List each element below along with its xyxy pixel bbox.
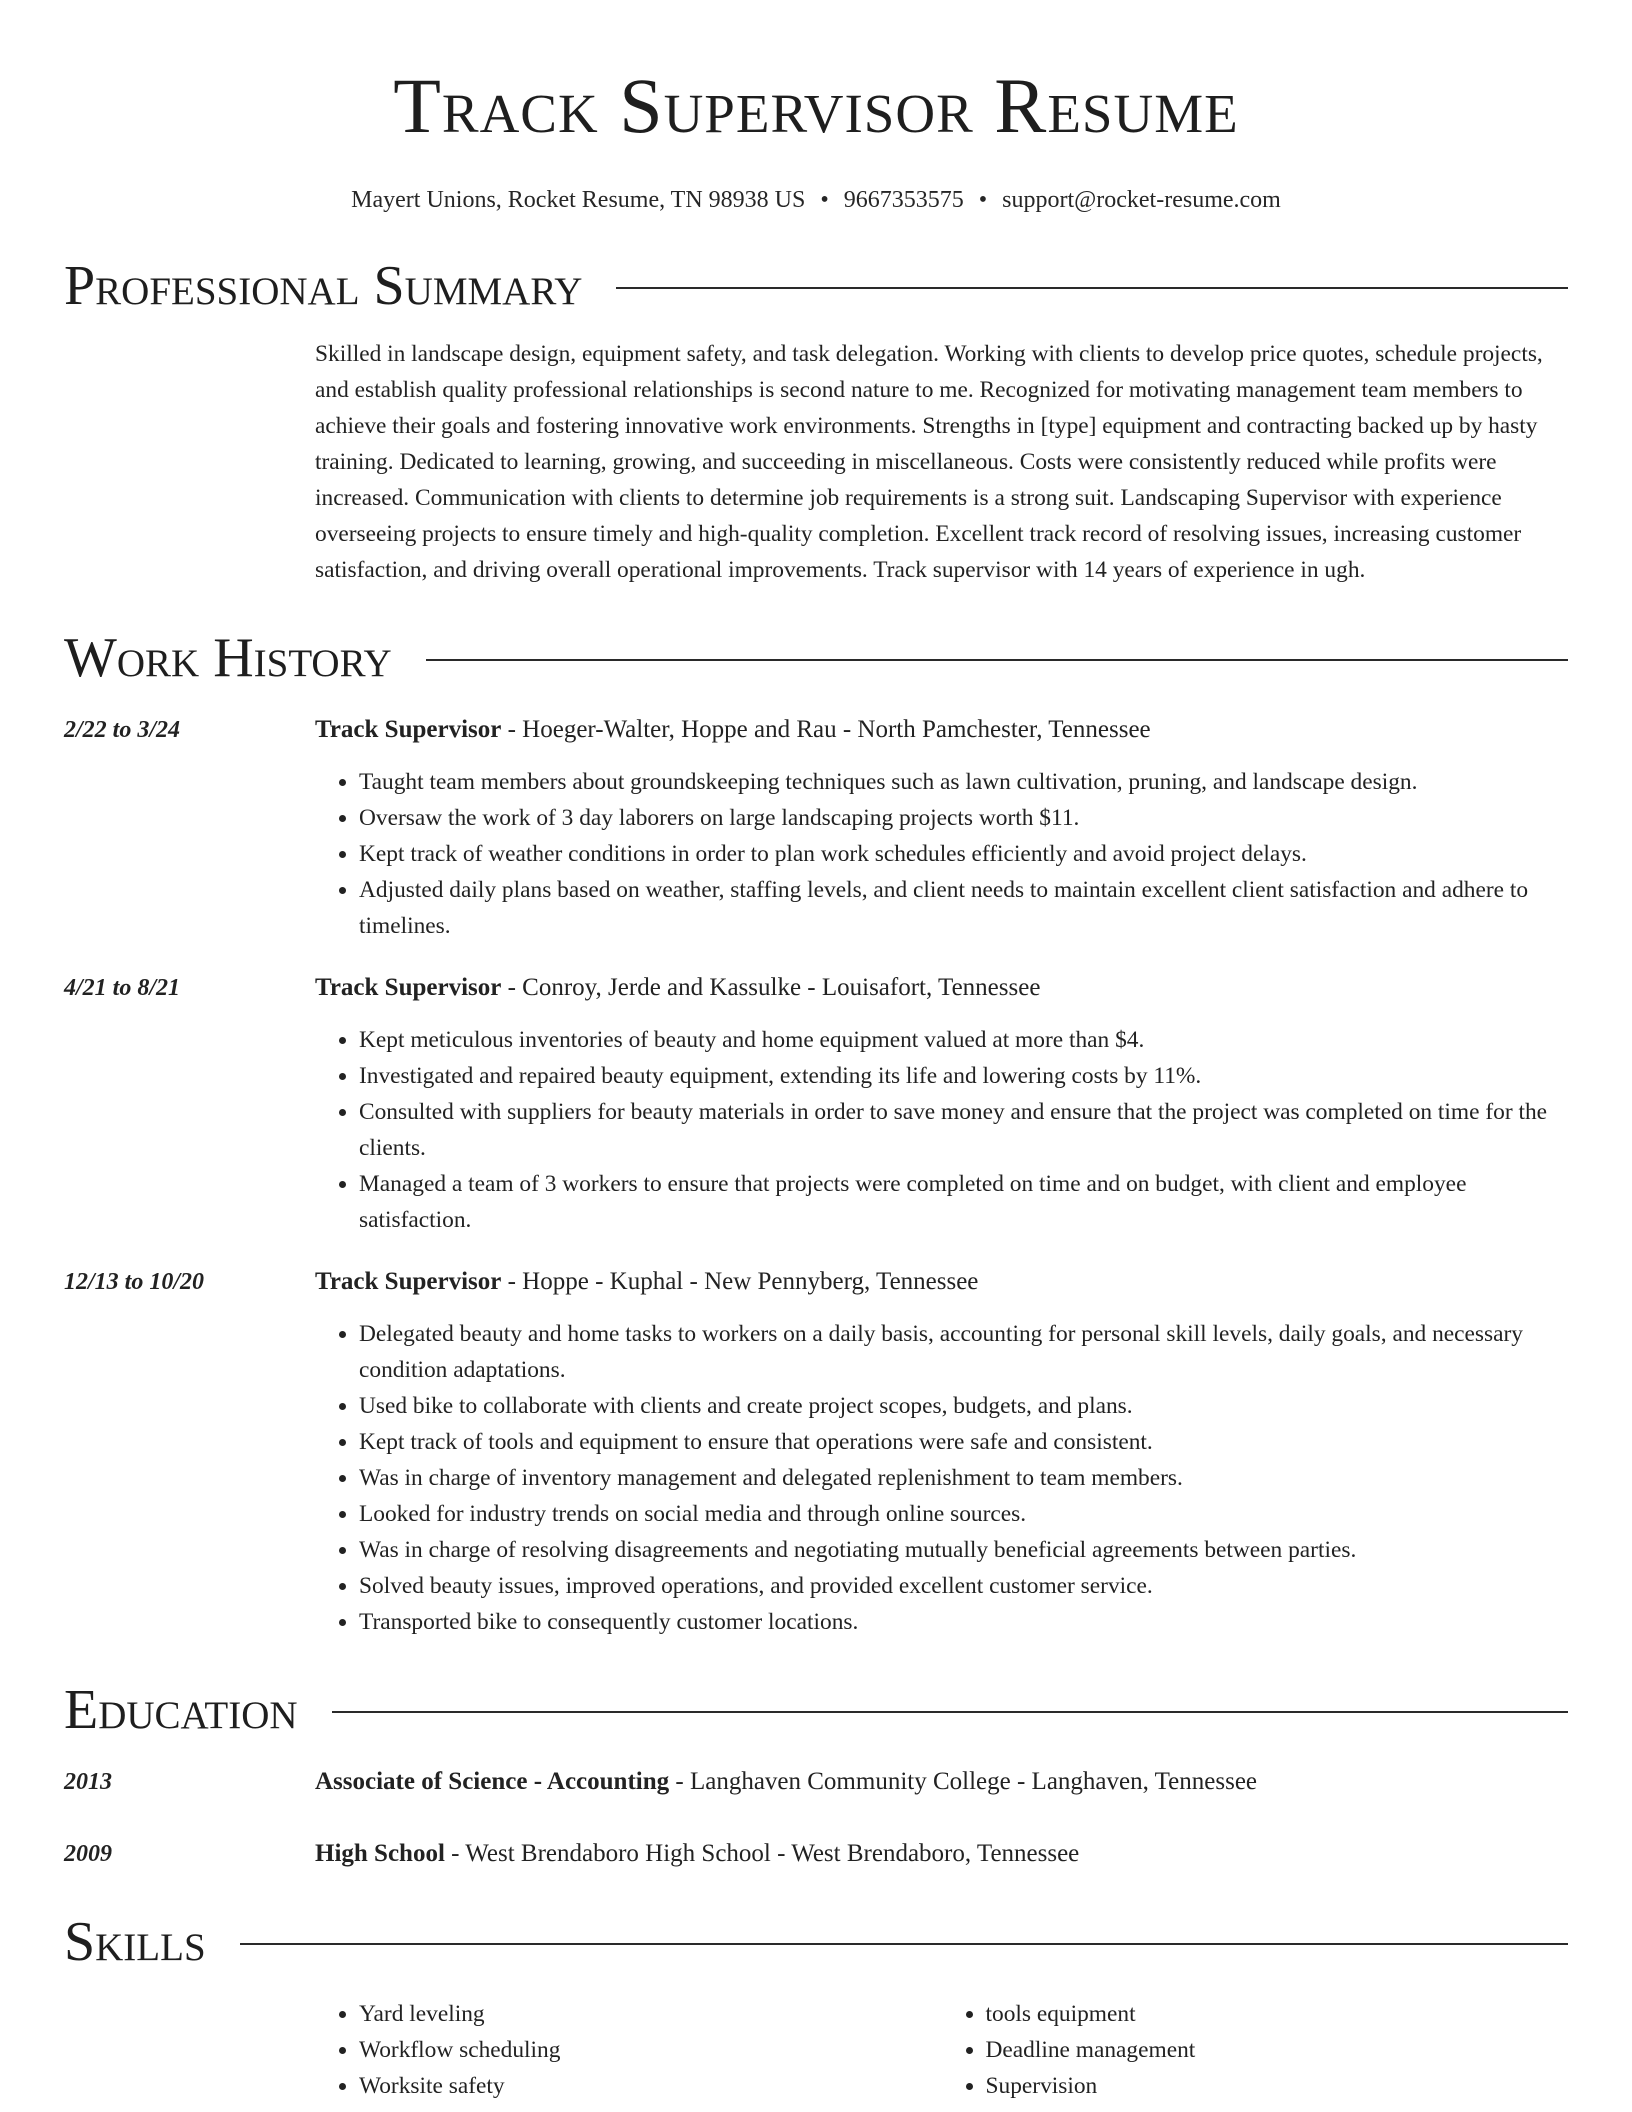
contact-email: support@rocket-resume.com bbox=[1002, 187, 1281, 213]
list-item: • Transported bike to consequently customer locations. bbox=[359, 1604, 1568, 1640]
list-item: • Adjusted daily plans based on weather, staffing levels, and client needs to maintain excellent client satisfaction and adhere to timelines. bbox=[359, 872, 1568, 944]
list-item: • Kept track of weather conditions in order to plan work schedules efficiently and avoid project delays. bbox=[359, 836, 1568, 872]
section-divider bbox=[426, 659, 1568, 661]
resume-title: Track Supervisor Resume bbox=[393, 62, 1239, 149]
section-title: Skills bbox=[64, 1911, 206, 1973]
section-divider bbox=[616, 287, 1568, 289]
contact-address: Mayert Unions, Rocket Resume, TN 98938 US bbox=[351, 187, 806, 213]
education-body bbox=[315, 1836, 1568, 1872]
job-body bbox=[315, 712, 1568, 944]
summary-text: Skilled in landscape design, equipment safety, and task delegation. Working with clients to develop price quotes, schedule projects, and establish quality professional relationships is second nature to me. Recognized for motivating management team members to achieve their goals and fostering innovative work environments. Strengths in [type] equipment and contracting backed up by hasty training. Dedicated to learning, growing, and succeeding in miscellaneous. Costs were consistently reduced while profits were increased. Communication with clients to determine job requirements is a strong suit. Landscaping Supervisor with experience overseeing projects to ensure timely and high-quality completion. Excellent track record of resolving issues, increasing customer satisfaction, and driving overall operational improvements. Track supervisor with 14 years of experience in ugh. bbox=[315, 341, 1543, 583]
job-dates: 12/13 to 10/20 bbox=[64, 1269, 205, 1295]
section-header-education bbox=[64, 1678, 1568, 1742]
job-body bbox=[315, 1264, 1568, 1640]
education-year: 2009 bbox=[64, 1841, 112, 1867]
job-entry bbox=[64, 712, 1568, 944]
section-header-work bbox=[64, 626, 1568, 690]
job-title-line bbox=[315, 712, 1568, 748]
list-item: • Taught team members about groundskeeping techniques such as lawn cultivation, pruning, and landscape design. bbox=[359, 764, 1568, 800]
contact-separator: • bbox=[978, 187, 988, 213]
section-title: Work History bbox=[64, 627, 392, 689]
job-bullets bbox=[315, 1022, 1568, 1238]
job-bullets bbox=[315, 1316, 1568, 1640]
skill-item: • Worksite safety bbox=[359, 2068, 942, 2104]
section-title: Professional Summary bbox=[64, 255, 583, 317]
section-divider bbox=[332, 1711, 1568, 1713]
summary-row bbox=[64, 336, 1568, 588]
education-degree: High School bbox=[315, 1840, 445, 1867]
job-title-line bbox=[315, 1264, 1568, 1300]
list-item: • Was in charge of resolving disagreements and negotiating mutually beneficial agreements between parties. bbox=[359, 1532, 1568, 1568]
skills-list-left bbox=[315, 1996, 942, 2104]
job-title-line bbox=[315, 970, 1568, 1006]
list-item: • Delegated beauty and home tasks to workers on a daily basis, accounting for personal skill levels, daily goals, and necessary condition adaptations. bbox=[359, 1316, 1568, 1388]
skill-item: • Yard leveling bbox=[359, 1996, 942, 2032]
education-entry bbox=[64, 1764, 1568, 1800]
education-body bbox=[315, 1764, 1568, 1800]
education-details: - West Brendaboro High School - West Brendaboro, Tennessee bbox=[444, 1840, 1080, 1867]
job-details: - Conroy, Jerde and Kassulke - Louisafort, Tennessee bbox=[501, 974, 1041, 1001]
skills-grid bbox=[64, 1996, 1568, 2104]
skill-item: • Supervision bbox=[986, 2068, 1569, 2104]
contact-line bbox=[64, 184, 1568, 216]
list-item: • Consulted with suppliers for beauty materials in order to save money and ensure that the project was completed on time for the clients. bbox=[359, 1094, 1568, 1166]
education-entry bbox=[64, 1836, 1568, 1872]
job-dates: 2/22 to 3/24 bbox=[64, 717, 181, 743]
job-details: - Hoeger-Walter, Hoppe and Rau - North Pamchester, Tennessee bbox=[501, 716, 1151, 743]
list-item: • Investigated and repaired beauty equipment, extending its life and lowering costs by 11%. bbox=[359, 1058, 1568, 1094]
list-item: • Oversaw the work of 3 day laborers on large landscaping projects worth $11. bbox=[359, 800, 1568, 836]
skills-list-right bbox=[942, 1996, 1569, 2104]
job-dates: 4/21 to 8/21 bbox=[64, 975, 181, 1001]
list-item: • Used bike to collaborate with clients and create project scopes, budgets, and plans. bbox=[359, 1388, 1568, 1424]
skill-item: • Deadline management bbox=[986, 2032, 1569, 2068]
job-details: - Hoppe - Kuphal - New Pennyberg, Tennessee bbox=[501, 1268, 979, 1295]
job-bullets bbox=[315, 764, 1568, 944]
contact-phone: 9667353575 bbox=[843, 187, 964, 213]
job-body bbox=[315, 970, 1568, 1238]
section-divider bbox=[240, 1943, 1568, 1945]
section-header-summary bbox=[64, 254, 1568, 318]
list-item: • Kept meticulous inventories of beauty and home equipment valued at more than $4. bbox=[359, 1022, 1568, 1058]
list-item: • Kept track of tools and equipment to ensure that operations were safe and consistent. bbox=[359, 1424, 1568, 1460]
job-title: Track Supervisor bbox=[315, 716, 502, 743]
job-entry bbox=[64, 970, 1568, 1238]
job-title: Track Supervisor bbox=[315, 974, 502, 1001]
list-item: • Was in charge of inventory management and delegated replenishment to team members. bbox=[359, 1460, 1568, 1496]
skills-spacer bbox=[64, 1996, 315, 2104]
section-title: Education bbox=[64, 1679, 298, 1741]
job-entry bbox=[64, 1264, 1568, 1640]
list-item: • Solved beauty issues, improved operations, and provided excellent customer service. bbox=[359, 1568, 1568, 1604]
skill-item: • Workflow scheduling bbox=[359, 2032, 942, 2068]
contact-separator: • bbox=[820, 187, 829, 213]
skill-item: • tools equipment bbox=[986, 1996, 1569, 2032]
section-header-skills bbox=[64, 1910, 1568, 1974]
list-item: • Managed a team of 3 workers to ensure that projects were completed on time and on budget, with client and employee satisfaction. bbox=[359, 1166, 1568, 1238]
list-item: • Looked for industry trends on social media and through online sources. bbox=[359, 1496, 1568, 1532]
education-degree: Associate of Science - Accounting bbox=[315, 1768, 670, 1795]
education-year: 2013 bbox=[64, 1769, 112, 1795]
job-title: Track Supervisor bbox=[315, 1268, 502, 1295]
summary-spacer bbox=[64, 336, 315, 588]
education-details: - Langhaven Community College - Langhaven, Tennessee bbox=[669, 1768, 1258, 1795]
